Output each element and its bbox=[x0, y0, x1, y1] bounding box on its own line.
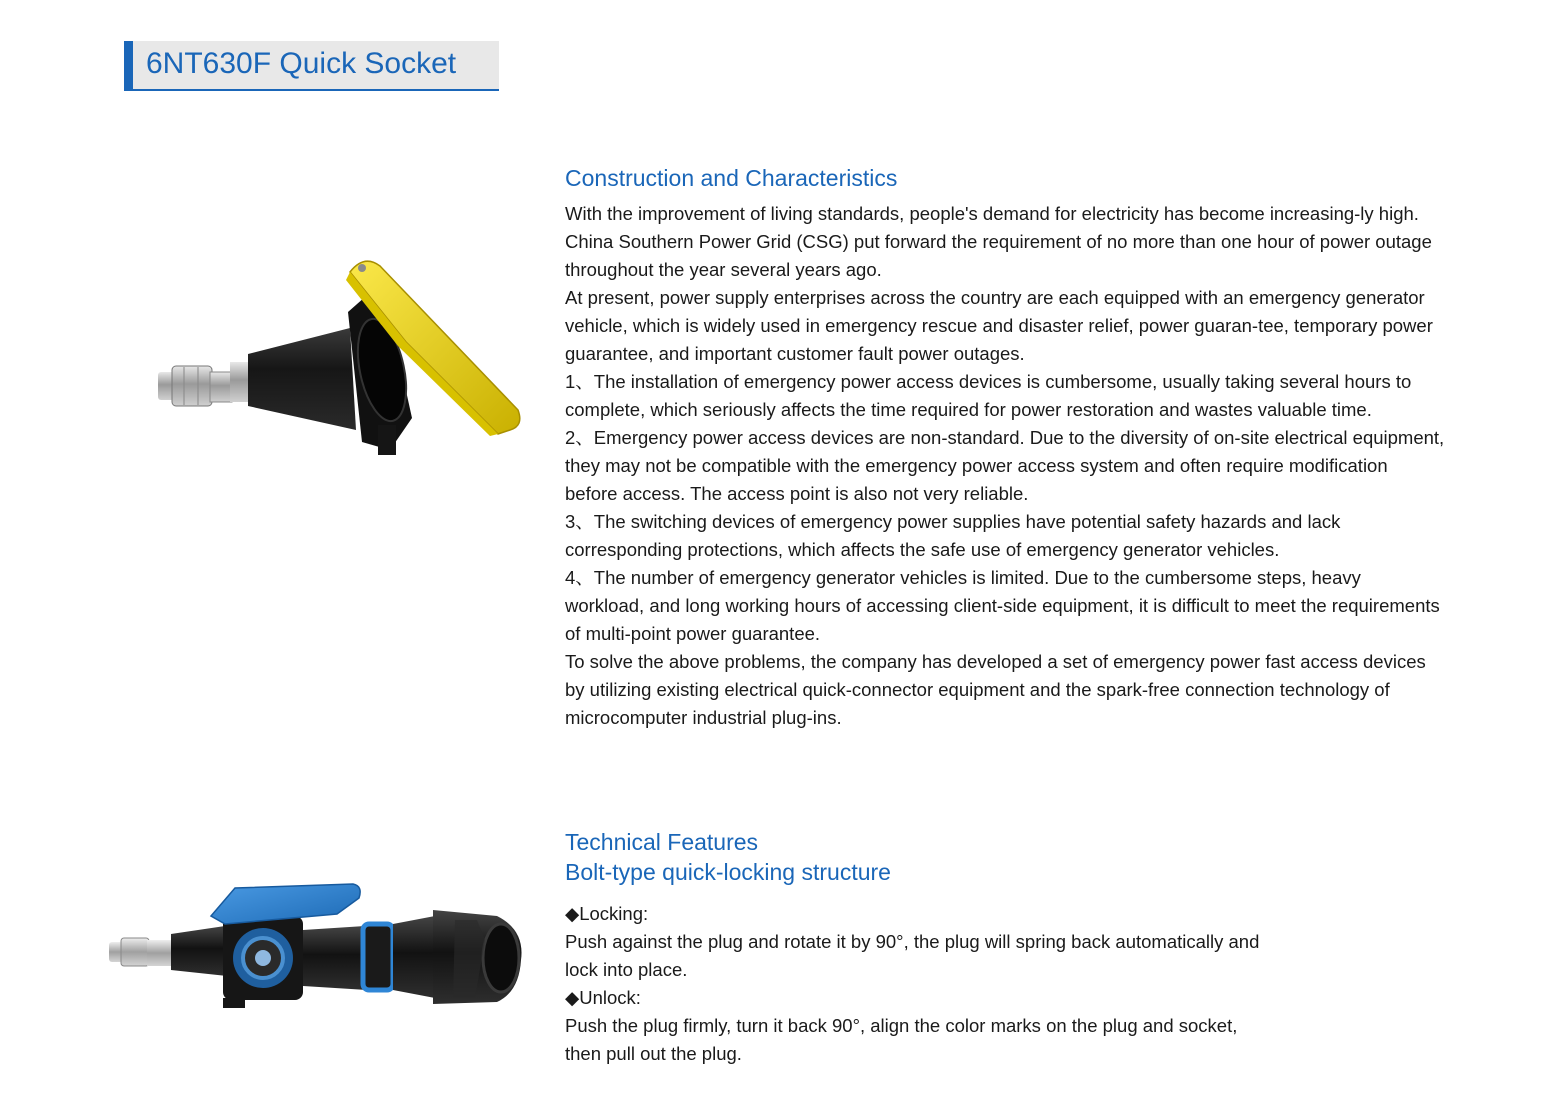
unlock-text-line-2: then pull out the plug. bbox=[565, 1043, 742, 1064]
technical-subheading: Bolt-type quick-locking structure bbox=[565, 859, 891, 885]
construction-paragraph: 1、The installation of emergency power access devices is cumbersome, usually taking several hours to complete, which seriously affects the time required for power restoration and wastes valuable time. bbox=[565, 371, 1412, 420]
construction-paragraph: With the improvement of living standards, people's demand for electricity has become increasing-ly high. China Southern Power Grid (CSG) put forward the requirement of no more than one hour of power outage throughout the year several years ago. bbox=[565, 203, 1432, 280]
page-title-box bbox=[124, 41, 499, 91]
locking-text-line-2: lock into place. bbox=[565, 959, 688, 980]
technical-body bbox=[565, 900, 1445, 1068]
unlock-text-line-1: Push the plug firmly, turn it back 90°, align the color marks on the plug and socket, bbox=[565, 1015, 1238, 1036]
construction-paragraph: 2、Emergency power access devices are non-standard. Due to the diversity of on-site electrical equipment, they may not be compatible with the emergency power access system and often require modification before access. The access point is also not very reliable. bbox=[565, 427, 1445, 504]
construction-paragraph: 3、The switching devices of emergency power supplies have potential safety hazards and lack corresponding protections, which affects the safe use of emergency generator vehicles. bbox=[565, 511, 1341, 560]
socket-yellow-cover-image bbox=[150, 250, 530, 470]
locking-text-line-1: Push against the plug and rotate it by 90°, the plug will spring back automatically and bbox=[565, 931, 1260, 952]
page-title: 6NT630F Quick Socket bbox=[146, 47, 457, 80]
construction-paragraph: 4、The number of emergency generator vehicles is limited. Due to the cumbersome steps, heavy workload, and long working hours of accessing client-side equipment, it is difficult to meet the requirements of multi-point power guarantee. bbox=[565, 567, 1440, 644]
unlock-label: ◆Unlock: bbox=[565, 987, 641, 1008]
construction-body bbox=[565, 200, 1445, 732]
technical-heading: Technical Features bbox=[565, 829, 759, 855]
construction-paragraph: To solve the above problems, the company has developed a set of emergency power fast access devices by utilizing existing electrical quick-connector equipment and the spark-free connection technology of microcomputer industrial plug-ins. bbox=[565, 651, 1426, 728]
construction-heading: Construction and Characteristics bbox=[565, 165, 898, 191]
locking-label: ◆Locking: bbox=[565, 903, 649, 924]
socket-blue-cover-with-plug-image bbox=[105, 880, 530, 1015]
construction-paragraph: At present, power supply enterprises across the country are each equipped with an emergency generator vehicle, which is widely used in emergency rescue and disaster relief, power guaran-tee, temporary power guarantee, and important customer fault power outages. bbox=[565, 287, 1433, 364]
